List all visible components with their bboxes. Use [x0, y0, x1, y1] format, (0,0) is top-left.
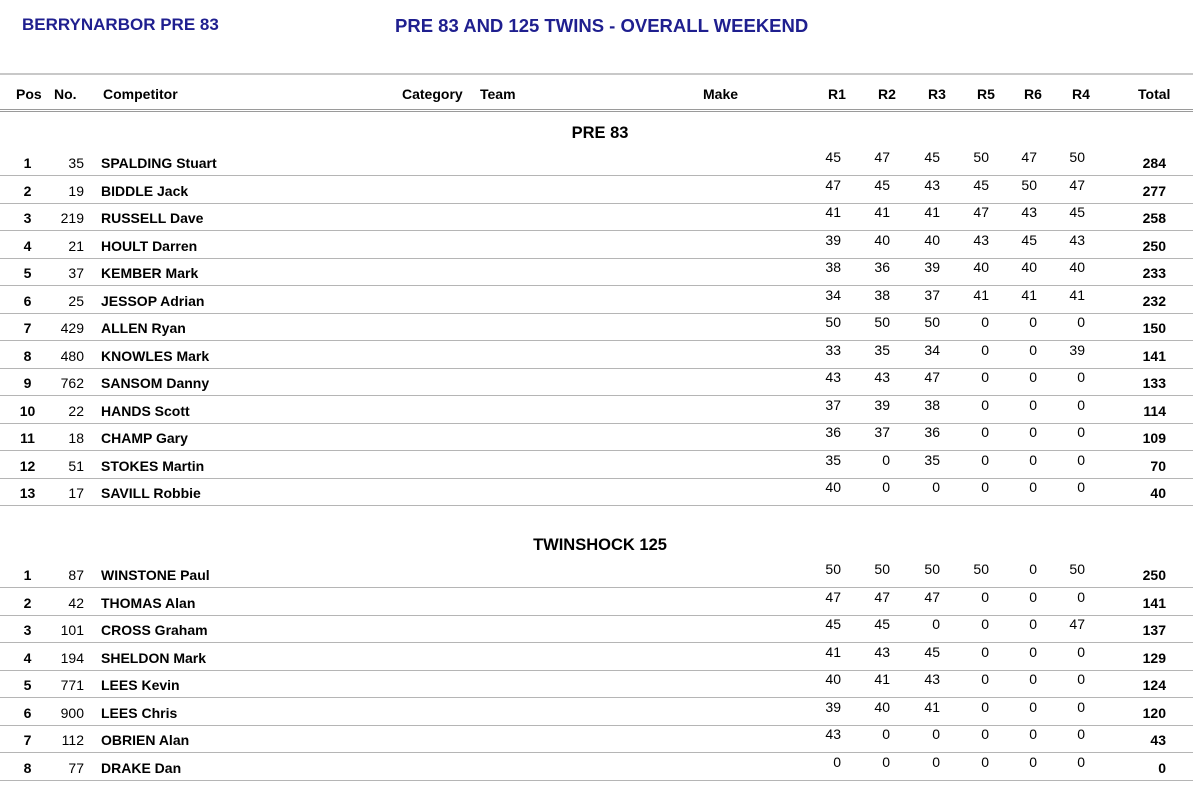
pos-cell: 4 [23, 237, 32, 254]
event-name: BERRYNARBOR PRE 83 [22, 15, 219, 34]
r1-cell: 37 [825, 396, 841, 413]
r3-cell: 41 [924, 204, 940, 220]
number-cell: 22 [68, 402, 84, 419]
number-cell: 480 [60, 347, 84, 364]
r1-cell: 36 [825, 424, 841, 440]
r2-cell: 45 [874, 616, 890, 632]
r1-cell: 50 [825, 561, 841, 577]
r5-cell: 0 [981, 588, 989, 605]
number-cell: 37 [68, 265, 84, 281]
r1-cell: 45 [825, 616, 841, 632]
r6-cell: 0 [1029, 314, 1037, 330]
r2-cell: 0 [882, 753, 890, 770]
r4-cell: 0 [1077, 451, 1085, 468]
r3-cell: 43 [924, 176, 940, 193]
r3-cell: 37 [924, 286, 940, 303]
r3-cell: 50 [924, 561, 940, 577]
competitor-cell: CROSS Graham [101, 622, 208, 638]
r2-cell: 43 [874, 369, 890, 385]
total-cell: 284 [1142, 155, 1166, 171]
r5-cell: 50 [973, 149, 989, 165]
r6-cell: 0 [1029, 726, 1037, 742]
pos-cell: 4 [23, 649, 32, 666]
r2-cell: 36 [874, 259, 890, 275]
table-row [0, 369, 1200, 396]
total-cell: 250 [1142, 237, 1166, 254]
competitor-cell: SHELDON Mark [101, 649, 207, 666]
pos-cell: 7 [23, 732, 32, 748]
pos-cell: 10 [19, 402, 36, 419]
competitor-cell: OBRIEN Alan [101, 732, 190, 748]
pos-cell: 5 [23, 677, 32, 693]
number-cell: 18 [68, 430, 84, 446]
col-competitor: Competitor [103, 86, 178, 102]
col-r1: R1 [828, 86, 846, 102]
number-cell: 219 [60, 210, 84, 226]
pos-cell: 8 [23, 347, 32, 364]
r5-cell: 40 [973, 259, 989, 275]
r4-cell: 0 [1077, 396, 1085, 413]
r1-cell: 40 [825, 671, 841, 687]
table-row [0, 424, 1200, 451]
pos-cell: 13 [19, 485, 36, 501]
header-bottom-rule [0, 109, 1193, 110]
r4-cell: 0 [1077, 588, 1085, 605]
r6-cell: 0 [1029, 588, 1037, 605]
header-bottom-rule-2 [0, 111, 1193, 112]
r3-cell: 41 [924, 698, 940, 715]
pos-cell: 2 [23, 594, 32, 611]
r3-cell: 36 [924, 424, 940, 440]
r3-cell: 40 [924, 231, 940, 248]
r1-cell: 47 [825, 176, 841, 193]
pos-cell: 6 [23, 704, 32, 721]
row-divider [0, 505, 1193, 506]
r4-cell: 50 [1069, 149, 1085, 165]
r4-cell: 0 [1077, 698, 1085, 715]
r6-cell: 0 [1029, 369, 1037, 385]
competitor-cell: SAVILL Robbie [101, 485, 201, 501]
r1-cell: 35 [825, 451, 841, 468]
competitor-cell: LEES Kevin [101, 677, 180, 693]
competitor-cell: SANSOM Danny [101, 375, 210, 391]
competitor-cell: DRAKE Dan [101, 759, 182, 776]
r2-cell: 47 [874, 588, 890, 605]
pos-cell: 2 [23, 182, 32, 199]
competitor-cell: JESSOP Adrian [101, 292, 205, 309]
total-cell: 141 [1142, 347, 1166, 364]
r4-cell: 0 [1077, 753, 1085, 770]
r4-cell: 0 [1077, 479, 1085, 495]
r4-cell: 43 [1069, 231, 1085, 248]
r1-cell: 50 [825, 314, 841, 330]
total-cell: 114 [1143, 402, 1166, 419]
competitor-cell: CHAMP Gary [101, 430, 188, 446]
r4-cell: 47 [1069, 176, 1085, 193]
r6-cell: 0 [1029, 698, 1037, 715]
r2-cell: 47 [874, 149, 890, 165]
r6-cell: 0 [1029, 643, 1037, 660]
pos-cell: 1 [23, 567, 32, 583]
r1-cell: 0 [833, 753, 841, 770]
table-row [0, 259, 1200, 286]
number-cell: 19 [68, 182, 84, 199]
table-row [0, 204, 1200, 231]
section-title-pre83: PRE 83 [571, 124, 629, 142]
competitor-cell: BIDDLE Jack [101, 182, 189, 199]
r2-cell: 41 [874, 671, 890, 687]
r4-cell: 0 [1077, 314, 1085, 330]
number-cell: 17 [68, 485, 84, 501]
r6-cell: 0 [1029, 753, 1037, 770]
col-category: Category [402, 86, 463, 102]
total-cell: 120 [1142, 704, 1166, 721]
r5-cell: 0 [981, 396, 989, 413]
table-row [0, 644, 1200, 671]
r5-cell: 45 [973, 176, 989, 193]
number-cell: 25 [68, 292, 84, 309]
total-cell: 109 [1142, 430, 1166, 446]
r4-cell: 0 [1077, 369, 1085, 385]
r4-cell: 0 [1077, 643, 1085, 660]
r2-cell: 50 [874, 314, 890, 330]
r2-cell: 35 [874, 341, 890, 358]
competitor-cell: HANDS Scott [101, 402, 190, 419]
r4-cell: 41 [1069, 286, 1085, 303]
r1-cell: 39 [825, 698, 841, 715]
pos-cell: 3 [23, 622, 32, 638]
r6-cell: 0 [1029, 671, 1037, 687]
r3-cell: 0 [932, 726, 940, 742]
r5-cell: 0 [981, 341, 989, 358]
total-cell: 277 [1142, 182, 1166, 199]
r6-cell: 40 [1021, 259, 1037, 275]
competitor-cell: RUSSELL Dave [101, 210, 204, 226]
table-row [0, 342, 1200, 369]
col-r5: R5 [977, 86, 995, 102]
r2-cell: 41 [874, 204, 890, 220]
r1-cell: 38 [825, 259, 841, 275]
competitor-cell: STOKES Martin [101, 457, 205, 474]
r6-cell: 0 [1029, 396, 1037, 413]
r3-cell: 50 [924, 314, 940, 330]
total-cell: 124 [1142, 677, 1166, 693]
r6-cell: 0 [1029, 424, 1037, 440]
r1-cell: 41 [825, 204, 841, 220]
table-row [0, 699, 1200, 726]
r6-cell: 43 [1021, 204, 1037, 220]
competitor-cell: THOMAS Alan [101, 594, 196, 611]
pos-cell: 7 [23, 320, 32, 336]
number-cell: 900 [60, 704, 84, 721]
r5-cell: 0 [981, 479, 989, 495]
table-row [0, 314, 1200, 341]
section-title-twinshock125: TWINSHOCK 125 [533, 536, 667, 554]
r4-cell: 50 [1069, 561, 1085, 577]
col-total: Total [1138, 86, 1171, 102]
competitor-cell: WINSTONE Paul [101, 567, 210, 583]
r6-cell: 0 [1029, 616, 1037, 632]
number-cell: 771 [60, 677, 84, 693]
competitor-cell: KEMBER Mark [101, 265, 199, 281]
r3-cell: 35 [924, 451, 940, 468]
pos-cell: 3 [23, 210, 32, 226]
total-cell: 133 [1142, 375, 1166, 391]
pos-cell: 9 [23, 375, 32, 391]
r1-cell: 40 [825, 479, 841, 495]
r5-cell: 0 [981, 616, 989, 632]
number-cell: 87 [68, 567, 84, 583]
table-row [0, 726, 1200, 753]
r6-cell: 50 [1021, 176, 1037, 193]
col-r6: R6 [1024, 86, 1042, 102]
header-top-rule [0, 73, 1193, 75]
row-divider [0, 780, 1193, 781]
r5-cell: 41 [973, 286, 989, 303]
r4-cell: 40 [1069, 259, 1085, 275]
r5-cell: 0 [981, 753, 989, 770]
col-r4: R4 [1072, 86, 1090, 102]
number-cell: 51 [68, 457, 84, 474]
r6-cell: 0 [1029, 479, 1037, 495]
total-cell: 129 [1142, 649, 1166, 666]
r4-cell: 0 [1077, 424, 1085, 440]
r5-cell: 0 [981, 314, 989, 330]
number-cell: 112 [61, 732, 84, 748]
number-cell: 429 [60, 320, 84, 336]
r6-cell: 47 [1021, 149, 1037, 165]
r4-cell: 45 [1069, 204, 1085, 220]
r5-cell: 0 [981, 643, 989, 660]
r5-cell: 0 [981, 369, 989, 385]
r3-cell: 34 [924, 341, 940, 358]
r5-cell: 0 [981, 671, 989, 687]
r6-cell: 0 [1029, 341, 1037, 358]
competitor-cell: LEES Chris [101, 704, 178, 721]
table-row [0, 616, 1200, 643]
table-row [0, 232, 1200, 259]
r6-cell: 0 [1029, 561, 1037, 577]
table-row [0, 589, 1200, 616]
competitor-cell: KNOWLES Mark [101, 347, 210, 364]
r3-cell: 38 [924, 396, 940, 413]
page-title: PRE 83 AND 125 TWINS - OVERALL WEEKEND [395, 15, 809, 36]
r5-cell: 0 [981, 451, 989, 468]
r3-cell: 0 [932, 616, 940, 632]
col-make: Make [703, 86, 739, 102]
table-row [0, 149, 1200, 176]
table-row [0, 671, 1200, 698]
r4-cell: 47 [1069, 616, 1085, 632]
competitor-cell: ALLEN Ryan [101, 320, 186, 336]
table-row [0, 479, 1200, 506]
total-cell: 233 [1142, 265, 1166, 281]
r5-cell: 0 [981, 424, 989, 440]
r1-cell: 45 [825, 149, 841, 165]
r2-cell: 40 [874, 698, 890, 715]
table-row [0, 561, 1200, 588]
number-cell: 35 [68, 155, 84, 171]
competitor-cell: SPALDING Stuart [101, 155, 217, 171]
total-cell: 258 [1142, 210, 1166, 226]
col-team: Team [480, 86, 516, 102]
r1-cell: 43 [825, 369, 841, 385]
r1-cell: 41 [825, 643, 841, 660]
r6-cell: 41 [1021, 286, 1037, 303]
total-cell: 137 [1142, 622, 1166, 638]
r2-cell: 0 [882, 726, 890, 742]
r5-cell: 47 [973, 204, 989, 220]
r6-cell: 0 [1029, 451, 1037, 468]
r3-cell: 43 [924, 671, 940, 687]
pos-cell: 6 [23, 292, 32, 309]
table-row [0, 287, 1200, 314]
r5-cell: 50 [973, 561, 989, 577]
r3-cell: 45 [924, 149, 940, 165]
table-row [0, 754, 1200, 781]
r2-cell: 0 [882, 479, 890, 495]
r5-cell: 43 [973, 231, 989, 248]
number-cell: 194 [60, 649, 84, 666]
r3-cell: 0 [932, 753, 940, 770]
r4-cell: 39 [1069, 341, 1085, 358]
r1-cell: 39 [825, 231, 841, 248]
table-row [0, 397, 1200, 424]
pos-cell: 11 [20, 430, 35, 446]
r2-cell: 37 [874, 424, 890, 440]
total-cell: 232 [1142, 292, 1166, 309]
table-row [0, 452, 1200, 479]
col-no: No. [54, 86, 77, 102]
col-r2: R2 [878, 86, 896, 102]
r2-cell: 40 [874, 231, 890, 248]
r1-cell: 47 [825, 588, 841, 605]
number-cell: 101 [60, 622, 84, 638]
r1-cell: 34 [825, 286, 841, 303]
r3-cell: 45 [924, 643, 940, 660]
r5-cell: 0 [981, 726, 989, 742]
r4-cell: 0 [1077, 671, 1085, 687]
r2-cell: 43 [874, 643, 890, 660]
number-cell: 762 [60, 375, 84, 391]
pos-cell: 5 [23, 265, 32, 281]
r3-cell: 47 [924, 369, 940, 385]
total-cell: 0 [1158, 759, 1166, 776]
pos-cell: 1 [23, 155, 32, 171]
total-cell: 43 [1150, 732, 1166, 748]
pos-cell: 12 [19, 457, 36, 474]
r2-cell: 45 [874, 176, 890, 193]
r3-cell: 0 [932, 479, 940, 495]
r2-cell: 39 [874, 396, 890, 413]
r2-cell: 38 [874, 286, 890, 303]
competitor-cell: HOULT Darren [101, 237, 198, 254]
number-cell: 42 [68, 594, 84, 611]
r1-cell: 33 [825, 341, 841, 358]
r3-cell: 39 [924, 259, 940, 275]
col-r3: R3 [928, 86, 946, 102]
r2-cell: 0 [882, 451, 890, 468]
r3-cell: 47 [924, 588, 940, 605]
r2-cell: 50 [874, 561, 890, 577]
pos-cell: 8 [23, 759, 32, 776]
r4-cell: 0 [1077, 726, 1085, 742]
number-cell: 21 [68, 237, 84, 254]
total-cell: 70 [1150, 457, 1166, 474]
r5-cell: 0 [981, 698, 989, 715]
col-pos: Pos [16, 86, 42, 102]
r6-cell: 45 [1021, 231, 1037, 248]
number-cell: 77 [68, 759, 84, 776]
table-row [0, 177, 1200, 204]
total-cell: 250 [1142, 567, 1166, 583]
total-cell: 40 [1150, 485, 1166, 501]
total-cell: 141 [1142, 594, 1166, 611]
r1-cell: 43 [825, 726, 841, 742]
total-cell: 150 [1142, 320, 1166, 336]
